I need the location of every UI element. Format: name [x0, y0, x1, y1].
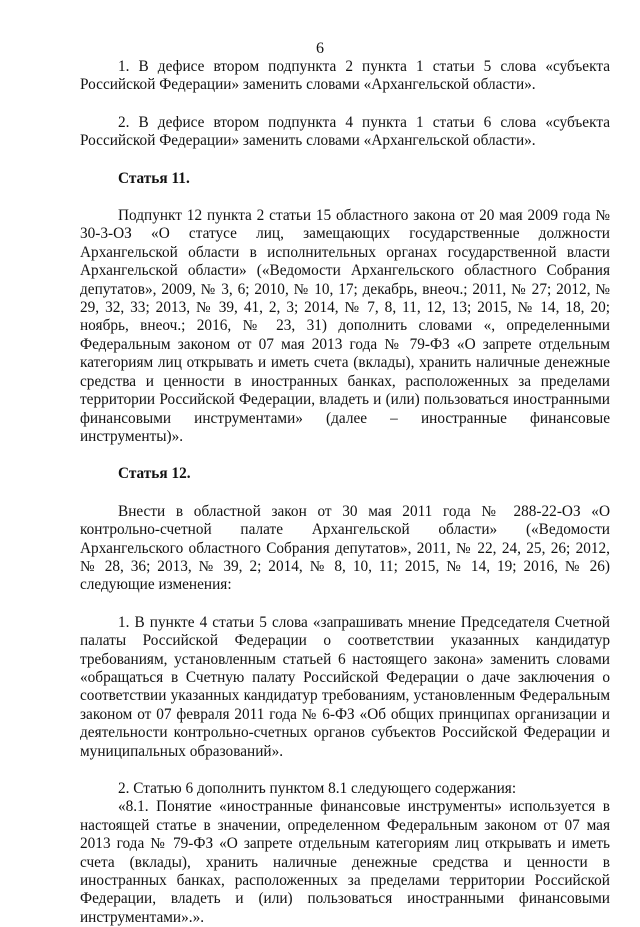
paragraph-article11-body: Подпункт 12 пункта 2 статьи 15 областного закона от 20 мая 2009 года № 30-3-ОЗ «О статусе лиц, замещающих государственные должности Архангельской области в исполнительных органах государственной власти Архангельской области» («Ведомости Архангельского областного Собрания депутатов», 2009, № 3, 6; 2010, № 10, 17; декабрь, внеоч.; 2011, № 27; 2012, № 29, 32, 33; 2013, № 39, 41, 2, 3; 2014, № 7, 8, 11, 12, 13; 2015, № 14, 18, 20; ноябрь, внеоч.; 2016, № 23, 31) дополнить словами «, определенными Федеральным законом от 07 мая 2013 года № 79-ФЗ «О запрете отдельным категориям лиц открывать и иметь счета (вклады), хранить наличные денежные средства и ценности в иностранных банках, расположенных за пределами территории Российской Федерации, владеть и (или) пользоваться иностранными финансовыми инструментами» (далее – иностранные финансовые инструменты)». [80, 207, 610, 445]
paragraph-article12-intro: Внести в областной закон от 30 мая 2011 года № 288-22-ОЗ «О контрольно-счетной палате Архангельской области» («Ведомости Архангельского областного Собрания депутатов», 2011, № 22, 24, 25, 26; 2012, № 28, 36; 2013, № 39, 2; 2014, № 8, 10, 11; 2015, № 14, 19; 2016, № 26) следующие изменения: [80, 502, 610, 594]
page-number: 6 [316, 40, 324, 57]
paragraph-article12-item2-quote: «8.1. Понятие «иностранные финансовые инструменты» используется в настоящей статье в значении, определенном Федеральным законом от 07 мая 2013 года № 79-ФЗ «О запрете отдельным категориям лиц открывать и иметь счета (вклады), хранить наличные денежные средства и ценности в иностранных банках, расположенных за пределами территории Российской Федерации, владеть и (или) пользоваться иностранными финансовыми инструментами».». [80, 798, 610, 926]
article-12-heading: Статья 12. [118, 465, 191, 483]
article-11-heading: Статья 11. [118, 169, 190, 187]
paragraph-article10-item1: 1. В дефисе втором подпункта 2 пункта 1 статьи 5 слова «субъекта Российской Федерации» заменить словами «Архангельской области». [80, 58, 610, 94]
paragraph-article12-item1: 1. В пункте 4 статьи 5 слова «запрашивать мнение Председателя Счетной палаты Российской Федерации о соответствии указанных кандидатур требованиям, установленным статьей 6 настоящего закона» заменить словами «обращаться в Счетную палату Российской Федерации о даче заключения о соответствии указанных кандидатур требованиям, установленным Федеральным законом от 07 февраля 2011 года № 6-ФЗ «Об общих принципах организации и деятельности контрольно-счетных органов субъектов Российской Федерации и муниципальных образований». [80, 613, 610, 760]
paragraph-article10-item2: 2. В дефисе втором подпункта 4 пункта 1 статьи 6 слова «субъекта Российской Федерации» заменить словами «Архангельской области». [80, 113, 610, 150]
paragraph-article12-item2: 2. Статью 6 дополнить пунктом 8.1 следующего содержания: [118, 780, 517, 797]
document-body [80, 58, 610, 927]
